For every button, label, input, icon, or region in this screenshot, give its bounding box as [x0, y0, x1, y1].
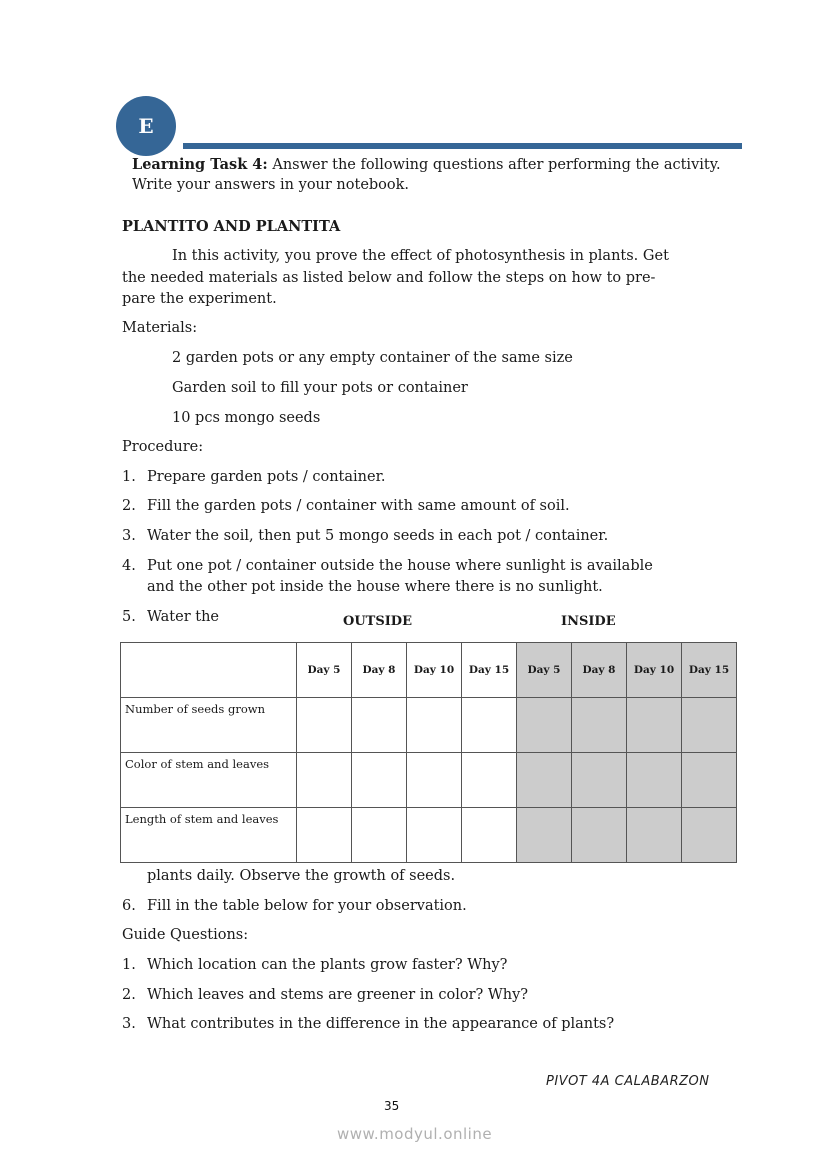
row-label: Length of stem and leaves — [121, 808, 297, 863]
table-row — [121, 808, 737, 863]
procedure-num: 6. — [122, 898, 136, 914]
cell[interactable] — [572, 808, 627, 863]
guide-heading: Guide Questions: — [122, 927, 249, 943]
cell[interactable] — [407, 698, 462, 753]
col-header: Day 8 — [572, 643, 627, 698]
procedure-num: 3. — [122, 528, 136, 544]
cell[interactable] — [407, 753, 462, 808]
material-item: Garden soil to fill your pots or container — [172, 380, 468, 396]
intro-line: pare the experiment. — [122, 291, 277, 307]
cell[interactable] — [627, 753, 682, 808]
procedure-step: Water the soil, then put 5 mongo seeds in each pot / container. — [147, 528, 609, 544]
guide-question: Which location can the plants grow faster? Why? — [147, 957, 508, 973]
col-header: Day 8 — [352, 643, 407, 698]
guide-question: What contributes in the difference in the appearance of plants? — [147, 1016, 615, 1032]
intro-line: the needed materials as listed below and follow the steps on how to pre- — [122, 270, 656, 286]
question-num: 1. — [122, 957, 136, 973]
col-header: Day 15 — [682, 643, 737, 698]
observation-table — [120, 642, 737, 863]
task-instruction: Answer the following questions after performing the activity. — [272, 157, 721, 173]
col-header: Day 10 — [627, 643, 682, 698]
section-badge: E — [116, 96, 176, 156]
procedure-num: 2. — [122, 498, 136, 514]
procedure-num: 1. — [122, 469, 136, 485]
question-num: 3. — [122, 1016, 136, 1032]
procedure-step: Put one pot / container outside the house where sunlight is available — [147, 558, 653, 574]
intro-line: In this activity, you prove the effect of photosynthesis in plants. Get — [172, 248, 669, 264]
cell[interactable] — [462, 698, 517, 753]
cell[interactable] — [517, 808, 572, 863]
page-number: 35 — [384, 1099, 400, 1113]
table-header-row — [121, 643, 737, 698]
cell[interactable] — [352, 808, 407, 863]
table-row — [121, 698, 737, 753]
task-line-2: Write your answers in your notebook. — [132, 177, 410, 193]
header-blank — [121, 643, 297, 698]
col-header: Day 5 — [297, 643, 352, 698]
cell[interactable] — [627, 808, 682, 863]
col-header: Day 15 — [462, 643, 517, 698]
material-item: 2 garden pots or any empty container of the same size — [172, 350, 573, 366]
materials-heading: Materials: — [122, 320, 198, 336]
procedure-step-cont: plants daily. Observe the growth of seeds. — [147, 868, 456, 884]
cell[interactable] — [297, 698, 352, 753]
watermark[interactable]: www.modyul.online — [337, 1125, 493, 1143]
cell[interactable] — [297, 753, 352, 808]
cell[interactable] — [517, 753, 572, 808]
procedure-num: 5. — [122, 609, 136, 625]
col-header: Day 10 — [407, 643, 462, 698]
row-label: Number of seeds grown — [121, 698, 297, 753]
procedure-step: Fill the garden pots / container with same amount of soil. — [147, 498, 570, 514]
cell[interactable] — [682, 808, 737, 863]
material-item: 10 pcs mongo seeds — [172, 410, 321, 426]
cell[interactable] — [352, 698, 407, 753]
table-row — [121, 753, 737, 808]
group-inside-label: INSIDE — [561, 614, 616, 629]
cell[interactable] — [572, 753, 627, 808]
procedure-step: Water the — [147, 609, 219, 625]
question-num: 2. — [122, 987, 136, 1003]
cell[interactable] — [297, 808, 352, 863]
cell[interactable] — [682, 698, 737, 753]
cell[interactable] — [352, 753, 407, 808]
task-line-1 — [132, 154, 721, 176]
procedure-heading: Procedure: — [122, 439, 204, 455]
col-header: Day 5 — [517, 643, 572, 698]
cell[interactable] — [682, 753, 737, 808]
cell[interactable] — [462, 808, 517, 863]
procedure-step: Fill in the table below for your observation. — [147, 898, 467, 914]
row-label: Color of stem and leaves — [121, 753, 297, 808]
cell[interactable] — [627, 698, 682, 753]
cell[interactable] — [572, 698, 627, 753]
header-divider — [183, 143, 742, 149]
procedure-step: Prepare garden pots / container. — [147, 469, 386, 485]
guide-question: Which leaves and stems are greener in color? Why? — [147, 987, 529, 1003]
cell[interactable] — [462, 753, 517, 808]
procedure-step-cont: and the other pot inside the house where there is no sunlight. — [147, 579, 603, 595]
publisher-footer: PIVOT 4A CALABARZON — [546, 1074, 710, 1089]
cell[interactable] — [407, 808, 462, 863]
activity-title: PLANTITO AND PLANTITA — [122, 218, 341, 235]
procedure-num: 4. — [122, 558, 136, 574]
cell[interactable] — [517, 698, 572, 753]
task-label: Learning Task 4: — [132, 156, 268, 173]
group-outside-label: OUTSIDE — [343, 614, 412, 629]
